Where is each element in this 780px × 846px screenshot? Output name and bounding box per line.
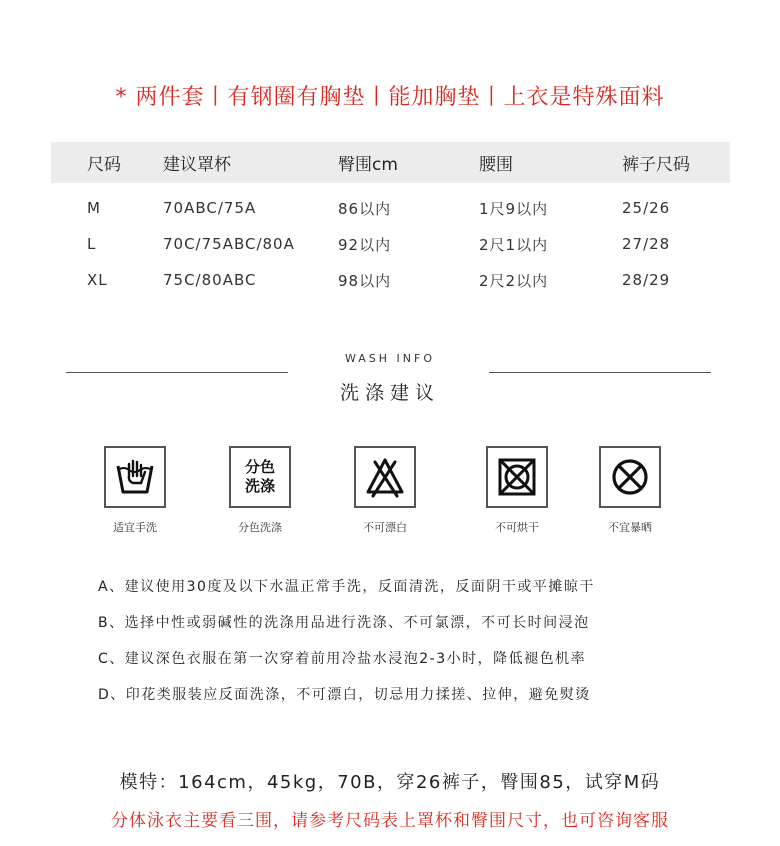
no-bleach-icon	[354, 446, 416, 508]
separate-wash-text-line1: 分色	[244, 458, 275, 476]
cell-hip: 86以内	[338, 199, 392, 218]
care-label: 不可漂白	[363, 521, 407, 534]
cell-size: XL	[87, 271, 108, 289]
model-info: 模特：164cm，45kg，70B，穿26裤子，臀围85，试穿M码	[119, 772, 661, 793]
divider-right	[489, 372, 711, 373]
table-row	[51, 226, 730, 262]
table-row	[51, 262, 730, 298]
care-item-hand-wash	[102, 446, 168, 535]
cell-waist: 2尺2以内	[479, 271, 549, 290]
care-label: 不宜暴晒	[608, 521, 652, 534]
instruction-a: A、建议使用30度及以下水温正常手洗，反面清洗，反面阴干或平摊晾干	[98, 579, 595, 595]
care-item-no-tumble-dry	[484, 446, 550, 535]
cell-waist: 1尺9以内	[479, 199, 549, 218]
header-waist: 腰围	[479, 155, 513, 175]
cell-pants-size: 25/26	[622, 199, 671, 217]
cell-size: L	[87, 235, 97, 253]
care-item-separate-wash	[227, 446, 293, 535]
headline: * 两件套丨有钢圈有胸垫丨能加胸垫丨上衣是特殊面料	[115, 85, 665, 110]
separate-wash-text-line2: 洗涤	[244, 477, 275, 495]
cell-cup: 75C/80ABC	[163, 271, 257, 289]
header-cup: 建议罩杯	[163, 155, 231, 175]
cell-waist: 2尺1以内	[479, 235, 549, 254]
cell-cup: 70ABC/75A	[163, 199, 257, 217]
cell-pants-size: 27/28	[622, 235, 671, 253]
cell-size: M	[87, 199, 101, 217]
care-label: 分色洗涤	[238, 521, 282, 534]
sizing-note: 分体泳衣主要看三围，请参考尺码表上罩杯和臀围尺寸，也可咨询客服	[111, 811, 669, 831]
table-row	[51, 190, 730, 226]
wash-info-subtitle: WASH INFO	[344, 352, 435, 365]
hand-wash-icon	[104, 446, 166, 508]
care-label: 适宜手洗	[113, 521, 157, 534]
cell-pants-size: 28/29	[622, 271, 671, 289]
wash-title: 洗涤建议	[339, 382, 440, 404]
cell-hip: 98以内	[338, 271, 392, 290]
header-size: 尺码	[87, 155, 121, 175]
instruction-c: C、建议深色衣服在第一次穿着前用冷盐水浸泡2-3小时，降低褪色机率	[98, 651, 587, 667]
instruction-d: D、印花类服装应反面洗涤，不可漂白，切忌用力揉搓、拉伸，避免熨烫	[98, 687, 591, 703]
care-label: 不可烘干	[495, 521, 539, 534]
header-hip: 臀围cm	[338, 155, 398, 175]
size-table-header	[51, 142, 730, 183]
cell-hip: 92以内	[338, 235, 392, 254]
size-table	[51, 142, 730, 298]
header-pants-size: 裤子尺码	[622, 155, 690, 175]
care-item-no-sun-dry	[597, 446, 663, 535]
wash-instructions	[98, 575, 595, 719]
no-sun-dry-icon	[599, 446, 661, 508]
separate-wash-icon	[229, 446, 291, 508]
care-item-no-bleach	[352, 446, 418, 535]
no-tumble-dry-icon	[486, 446, 548, 508]
divider-left	[66, 372, 288, 373]
instruction-b: B、选择中性或弱碱性的洗涤用品进行洗涤、不可氯漂，不可长时间浸泡	[98, 615, 590, 631]
cell-cup: 70C/75ABC/80A	[163, 235, 295, 253]
